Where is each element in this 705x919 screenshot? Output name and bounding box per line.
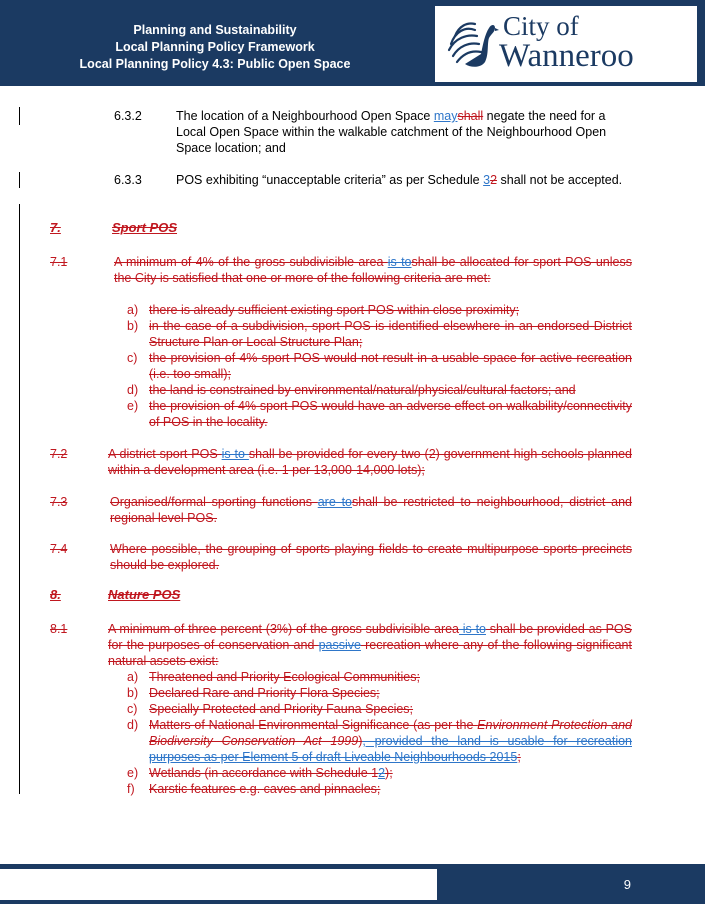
list-item: a) there is already sufficient existing sport POS within close proximity;	[127, 303, 520, 317]
section-number: 8.	[50, 587, 61, 602]
header-title	[8, 22, 422, 73]
logo-text-wanneroo: Wanneroo	[499, 38, 634, 74]
clause-7-3	[110, 494, 632, 526]
list-item: e) Wetlands (in accordance with Schedule 12);	[127, 766, 393, 780]
inserted-text: is to	[387, 255, 412, 269]
list-item: d) Matters of National Environmental Significance (as per the Environment Protection and Biodiversity Conservation Act 1999), provided the land is usable for recreation purposes as per Element 5 of draft Liveable Neighbourhoods 2015;	[127, 718, 632, 764]
footer-rule-bottom	[0, 900, 705, 904]
change-bar	[19, 172, 20, 188]
act-title: Environment Protection and Biodiversity Conservation Act 1999	[149, 718, 632, 748]
clause-number: 7.1	[50, 255, 68, 269]
header-line-2: Local Planning Policy Framework	[115, 40, 315, 54]
inserted-text: 3	[483, 173, 491, 187]
page-number: 9	[623, 877, 631, 892]
header-band	[0, 0, 705, 86]
list-item: c) Specially Protected and Priority Fauna Species;	[127, 702, 414, 716]
logo-text-city-of: City of	[503, 11, 579, 41]
inserted-text: are to	[317, 495, 353, 509]
header-line-3: Local Planning Policy 4.3: Public Open Space	[79, 57, 351, 71]
clause-text: Organised/formal sporting functions	[110, 495, 318, 509]
clause-number: 6.3.2	[114, 109, 142, 123]
header-line-1: Planning and Sustainability	[133, 23, 297, 37]
clause-number: 6.3.3	[114, 173, 142, 187]
inserted-text: passive	[318, 638, 361, 652]
list-item: b) Declared Rare and Priority Flora Species;	[127, 686, 380, 700]
clause-number: 7.4	[50, 542, 68, 556]
change-bar	[19, 204, 20, 794]
inserted-text: 2	[378, 766, 386, 780]
list-item: c) the provision of 4% sport POS would not result in a usable space for active recreation (i.e. too small);	[127, 351, 632, 381]
section-title: Sport POS	[112, 220, 178, 235]
inserted-text: is to	[459, 622, 486, 636]
clause-number: 7.3	[50, 495, 68, 509]
clause-6-3-3	[176, 172, 632, 188]
clause-text: shall not be accepted.	[497, 173, 623, 187]
list-item: a) Threatened and Priority Ecological Communities;	[127, 670, 420, 684]
clause-8-1	[108, 621, 632, 669]
clause-6-3-2	[176, 108, 632, 156]
section-number: 7.	[50, 220, 61, 235]
inserted-text: , provided the land is usable for recreation purposes as per Element 5 of draft Liveable Neighbourhoods 2015	[149, 734, 632, 764]
clause-text: recreation where any of the following significant natural assets exist:	[108, 638, 632, 668]
footer-band	[437, 869, 705, 901]
clause-text: A minimum of 4% of the gross subdivisible area	[114, 255, 388, 269]
city-logo	[435, 6, 697, 82]
list-item: f) Karstic features e.g. caves and pinnacles;	[127, 782, 381, 796]
inserted-text: is to	[221, 447, 249, 461]
clause-text: A minimum of three percent (3%) of the gross subdivisible area	[108, 622, 460, 636]
list-item: b) in the case of a subdivision, sport POS is identified elsewhere in an endorsed District Structure Plan or Local Structure Plan;	[127, 319, 632, 349]
clause-number: 7.2	[50, 447, 68, 461]
clause-7-4: Where possible, the grouping of sports playing fields to create multipurpose sports precincts should be explored.	[110, 542, 632, 572]
list-item: e) the provision of 4% sport POS would have an adverse effect on walkability/connectivity of POS in the locality.	[127, 399, 632, 429]
clause-text: POS exhibiting “unacceptable criteria” as per Schedule	[176, 173, 484, 187]
clause-7-2	[108, 446, 632, 478]
clause-text: shall be allocated for sport POS unless the City is satisfied that one or more of the following criteria are met:	[114, 255, 632, 285]
inserted-text: may	[433, 109, 458, 123]
clause-text: negate the need for a Local Open Space within the walkable catchment of the Neighbourhood Open Space location; and	[176, 109, 607, 155]
deleted-text: shall	[457, 109, 484, 123]
clause-text: shall be provided for every two (2) government high schools planned within a development area (i.e. 1 per 13,000-14,000 lots);	[108, 447, 632, 477]
deleted-text: 2	[490, 173, 498, 187]
clause-text: shall be provided as POS for the purposes of conservation and	[108, 622, 632, 652]
clause-text: A district sport POS	[108, 447, 222, 461]
clause-number: 8.1	[50, 622, 68, 636]
list-item: d) the land is constrained by environmental/natural/physical/cultural factors; and	[127, 383, 576, 397]
change-bar	[19, 107, 20, 125]
clause-7-1	[114, 254, 632, 286]
clause-text: shall be restricted to neighbourhood, district and regional level POS.	[110, 495, 633, 525]
section-title: Nature POS	[108, 587, 181, 602]
black-swan-logo-icon	[445, 14, 499, 72]
clause-text: The location of a Neighbourhood Open Space	[176, 109, 434, 123]
